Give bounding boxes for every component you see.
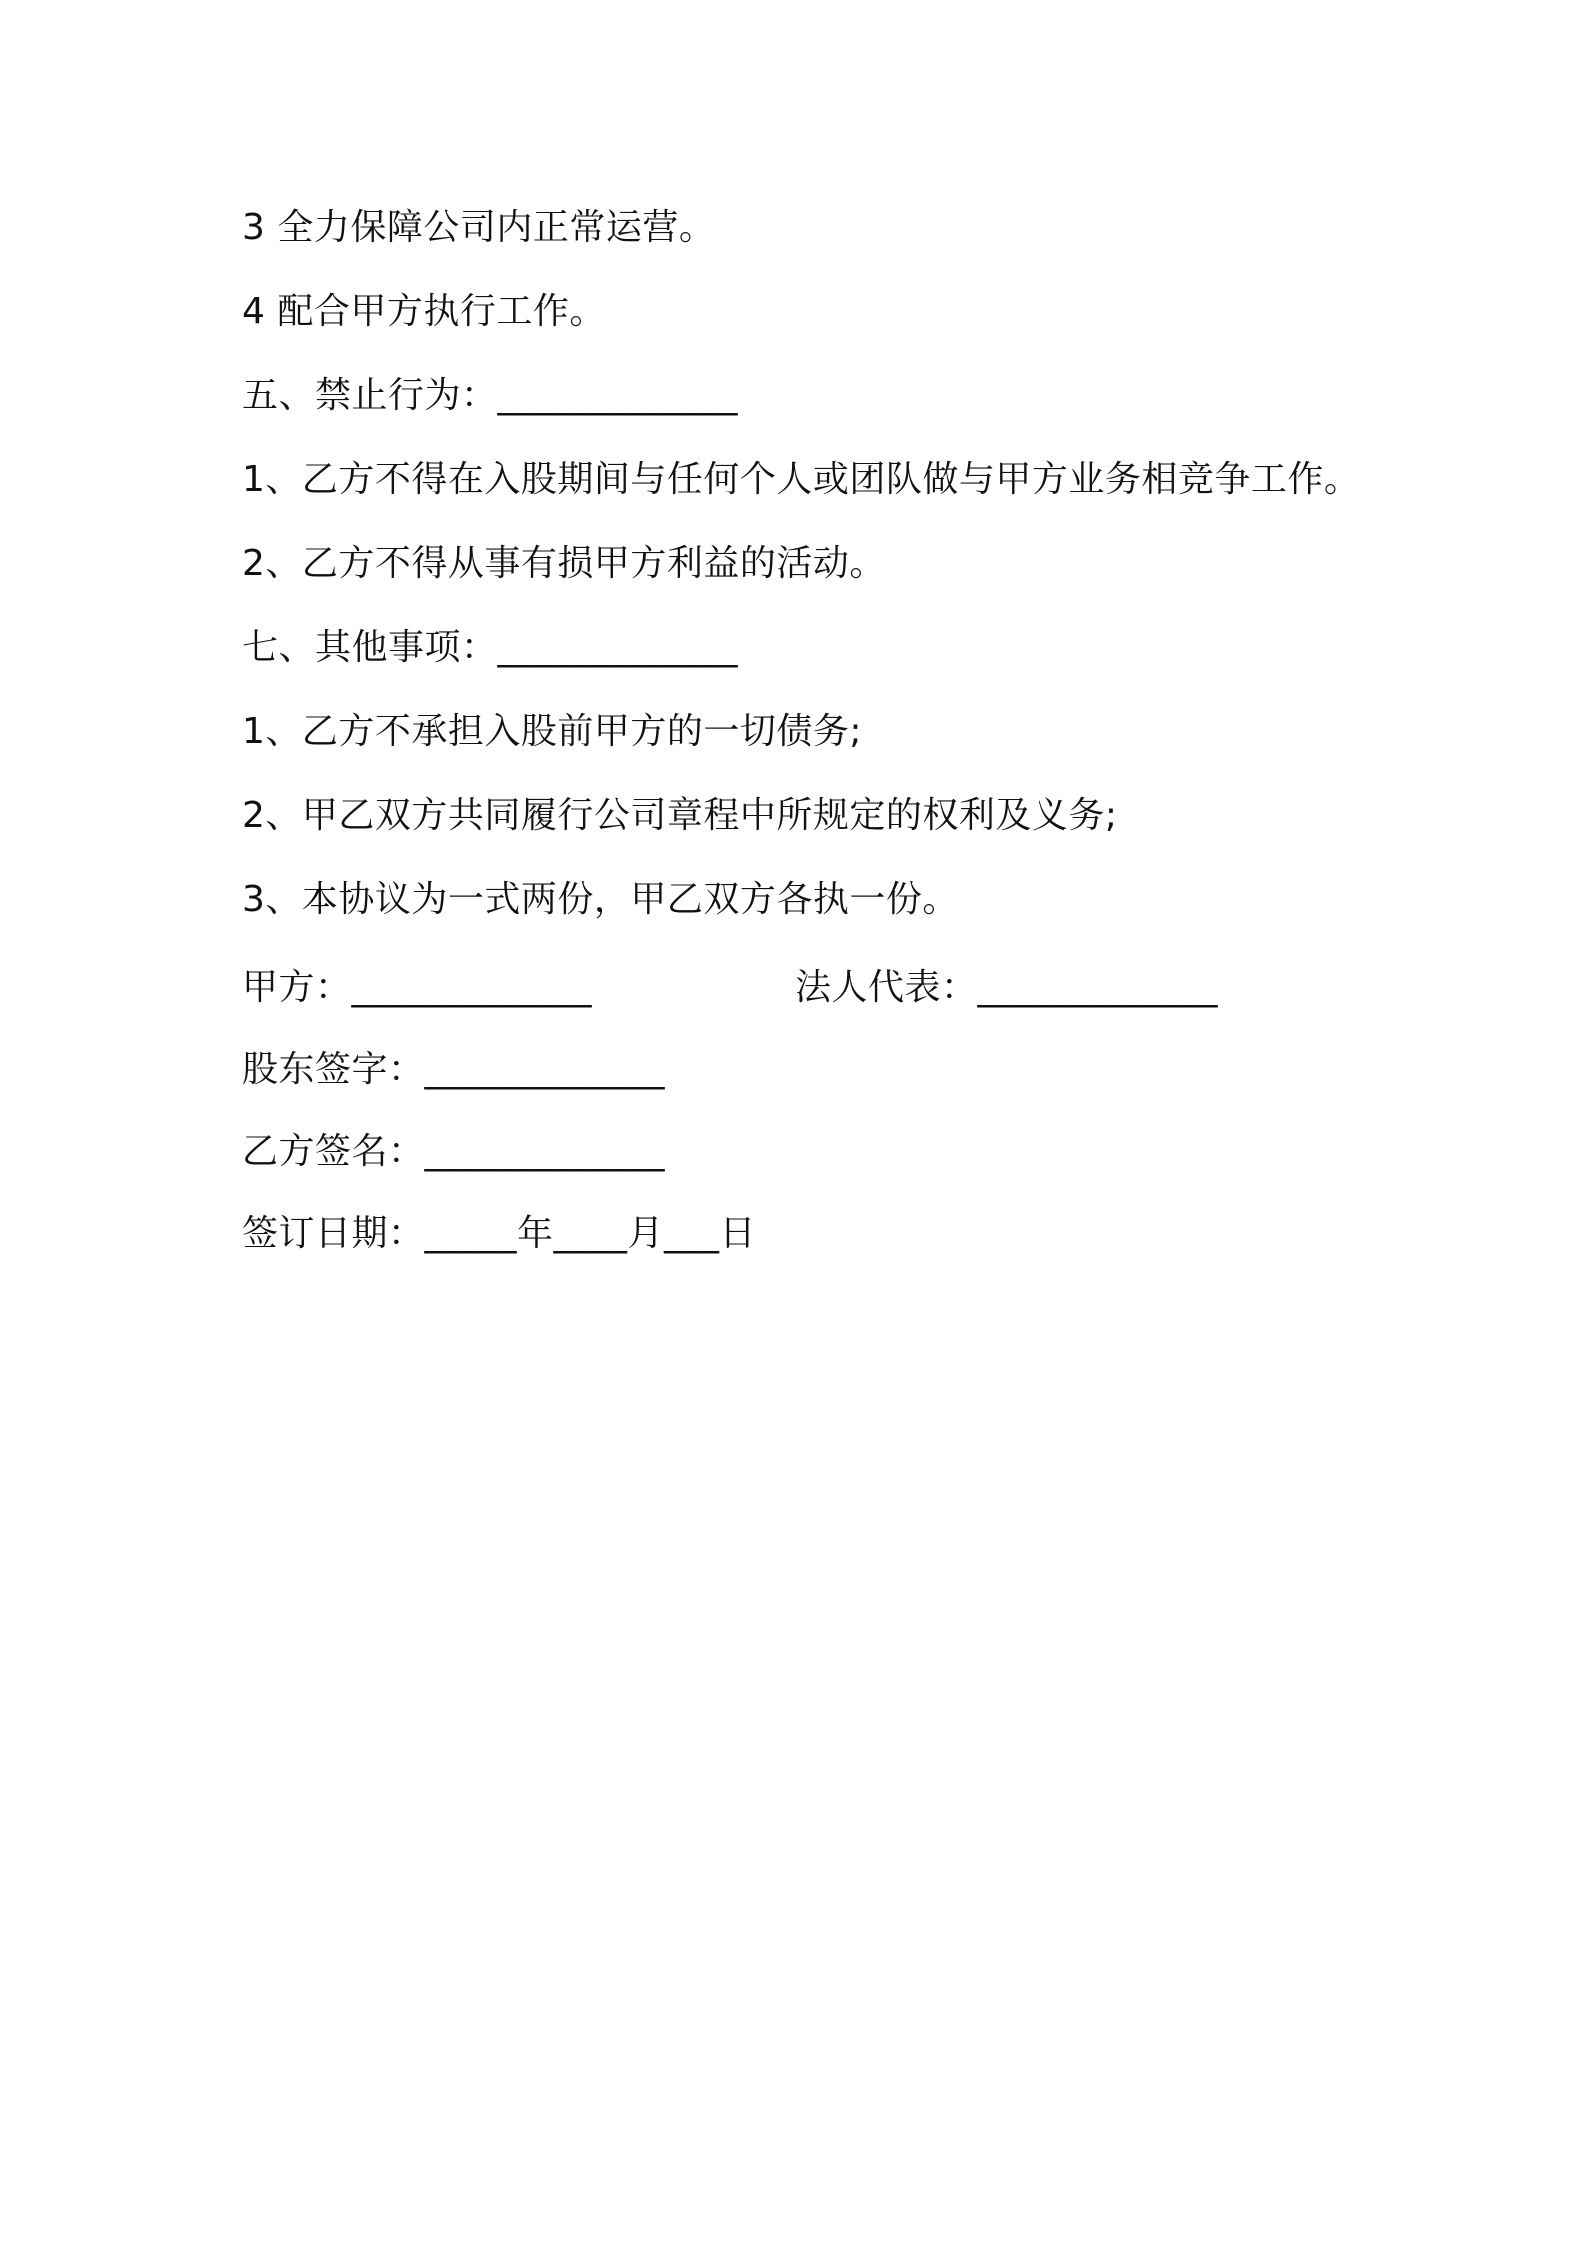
legal-rep-signature: 法人代表：_____________	[795, 967, 1219, 1008]
clause-line: 2、乙方不得从事有损甲方利益的活动。	[242, 543, 886, 584]
shareholder-signature: 股东签字：_____________	[242, 1049, 666, 1090]
party-a-signature: 甲方：_____________	[242, 967, 593, 1008]
clause-line: 4 配合甲方执行工作。	[242, 291, 606, 332]
clause-line: 3、本协议为一式两份，甲乙双方各执一份。	[242, 879, 959, 920]
section-heading-other: 七、其他事项：_____________	[242, 627, 739, 668]
clause-line: 3 全力保障公司内正常运营。	[242, 207, 716, 248]
party-b-signature: 乙方签名：_____________	[242, 1131, 666, 1172]
clause-line: 1、乙方不承担入股前甲方的一切债务;	[242, 711, 863, 752]
clause-line: 1、乙方不得在入股期间与任何个人或团队做与甲方业务相竞争工作。	[242, 459, 1361, 500]
sign-date: 签订日期：_____年____月___日	[242, 1213, 757, 1254]
section-heading-prohibited: 五、禁止行为：_____________	[242, 375, 739, 416]
clause-line: 2、甲乙双方共同履行公司章程中所规定的权利及义务;	[242, 795, 1118, 836]
